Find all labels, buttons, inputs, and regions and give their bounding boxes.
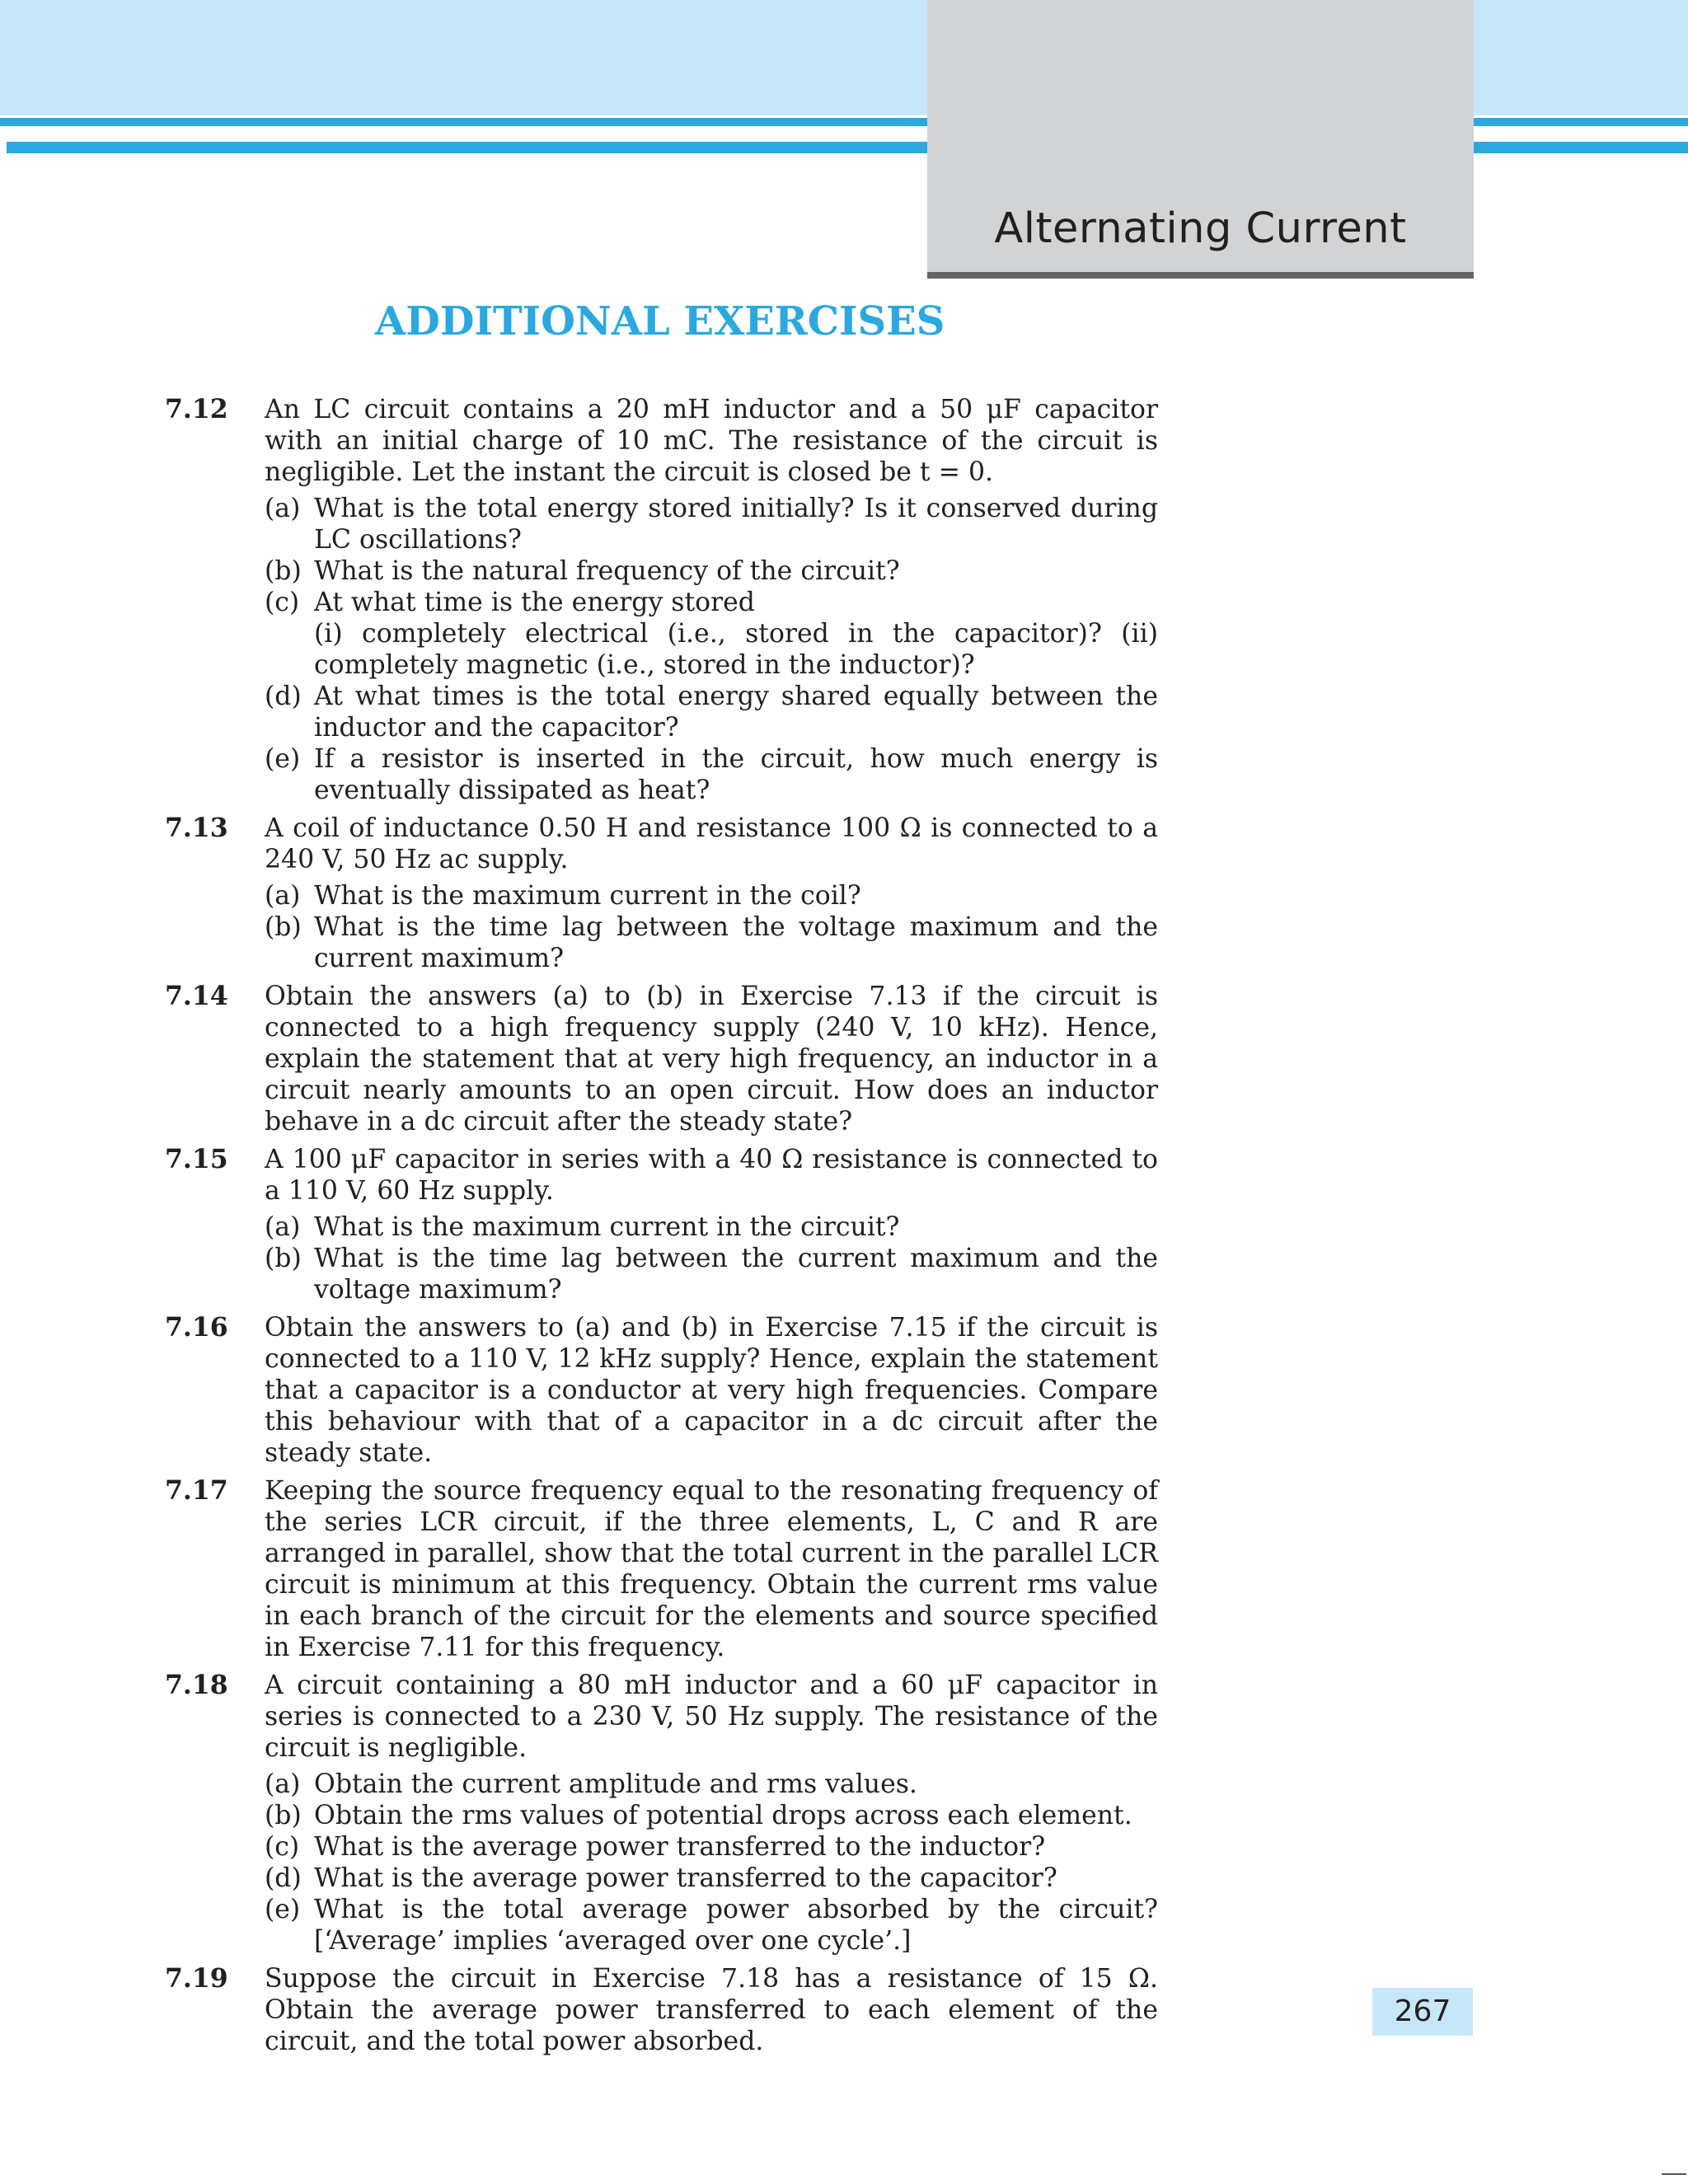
part-label: (a) [265, 1212, 301, 1242]
exercise-list [165, 394, 1158, 2064]
exercise-part [265, 1243, 1158, 1305]
exercise-part [265, 587, 1158, 681]
exercise-7-15 [165, 1144, 1158, 1305]
part-text: What is the maximum current in the circuit? [314, 1212, 900, 1242]
exercise-text: A coil of inductance 0.50 H and resistance 100 Ω is connected to a 240 V, 50 Hz ac supply. [265, 813, 1158, 874]
exercise-text: Keeping the source frequency equal to the resonating frequency of the series LCR circuit, if the three elements, L, C and R are arranged in parallel, show that the total current in the parallel LCR circuit is minimum at this frequency. Obtain the current rms value in each branch of the circuit for the elements and source specified in Exercise 7.11 for this frequency. [265, 1476, 1158, 1662]
exercise-part [265, 1894, 1158, 1957]
part-label: (a) [265, 494, 301, 523]
part-text: What is the time lag between the current maximum and the voltage maximum? [314, 1244, 1158, 1305]
exercise-part [265, 743, 1158, 806]
exercise-number: 7.19 [165, 1963, 228, 1994]
chapter-tab [927, 0, 1474, 279]
exercise-part [265, 1800, 1158, 1831]
exercise-7-18 [165, 1670, 1158, 1957]
part-text: What is the maximum current in the coil? [314, 881, 861, 911]
part-label: (e) [265, 744, 301, 774]
exercise-text: A circuit containing a 80 mH inductor and a 60 μF capacitor in series is connected to a 230 V, 50 Hz supply. The resistance of the circuit is negligible. [265, 1671, 1158, 1763]
part-text: What is the natural frequency of the circuit? [314, 556, 900, 586]
part-text: What is the total average power absorbed by the circuit? [‘Average’ implies ‘averaged over one cycle’.] [314, 1895, 1158, 1956]
exercise-7-14 [165, 981, 1158, 1137]
part-text: Obtain the rms values of potential drops across each element. [314, 1801, 1132, 1830]
part-label: (a) [265, 881, 301, 911]
exercise-number: 7.12 [165, 394, 228, 424]
exercise-number: 7.13 [165, 813, 228, 843]
part-text: What is the total energy stored initially? Is it conserved during LC oscillations? [314, 494, 1158, 555]
exercise-part [265, 493, 1158, 555]
part-text: Obtain the current amplitude and rms values. [314, 1769, 917, 1799]
part-subtext: (i) completely electrical (i.e., stored in the capacitor)? (ii) completely magnetic (i.e., stored in the inductor)? [314, 619, 1158, 680]
part-text: What is the average power transferred to the inductor? [314, 1832, 1046, 1862]
exercise-part [265, 1863, 1158, 1894]
exercise-number: 7.18 [165, 1670, 228, 1700]
part-label: (a) [265, 1769, 301, 1799]
exercise-number: 7.15 [165, 1144, 228, 1174]
part-label: (d) [265, 682, 302, 711]
part-text: At what time is the energy stored [314, 588, 755, 617]
exercise-7-19 [165, 1963, 1158, 2057]
exercise-7-16 [165, 1312, 1158, 1469]
part-label: (b) [265, 1801, 302, 1830]
exercise-part [265, 1831, 1158, 1863]
part-label: (b) [265, 556, 302, 586]
exercise-text: Obtain the answers (a) to (b) in Exercise 7.13 if the circuit is connected to a high frequency supply (240 V, 10 kHz). Hence, explain the statement that at very high frequency, an inductor in a circuit nearly amounts to an open circuit. How does an inductor behave in a dc circuit after the steady state? [265, 982, 1158, 1137]
exercise-text: Suppose the circuit in Exercise 7.18 has a resistance of 15 Ω. Obtain the average power transferred to each element of the circuit, and the total power absorbed. [265, 1964, 1158, 2056]
part-label: (c) [265, 1832, 300, 1862]
exercise-part [265, 912, 1158, 974]
exercise-7-13 [165, 813, 1158, 974]
exercise-7-17 [165, 1475, 1158, 1663]
part-text: What is the average power transferred to the capacitor? [314, 1863, 1057, 1893]
part-label: (b) [265, 912, 302, 942]
part-text: If a resistor is inserted in the circuit, how much energy is eventually dissipated as heat? [314, 744, 1158, 805]
exercise-7-12 [165, 394, 1158, 806]
exercise-text: Obtain the answers to (a) and (b) in Exercise 7.15 if the circuit is connected to a 110 V, 12 kHz supply? Hence, explain the statement that a capacitor is a conductor at very high frequencies. Compare this behaviour with that of a capacitor in a dc circuit after the steady state. [265, 1313, 1158, 1468]
exercise-text: An LC circuit contains a 20 mH inductor and a 50 μF capacitor with an initial charge of 10 mC. The resistance of the circuit is negligible. Let the instant the circuit is closed be t = 0. [265, 395, 1158, 487]
exercise-parts [265, 880, 1158, 974]
page-number: 267 [1372, 1988, 1473, 2036]
section-heading: ADDITIONAL EXERCISES [375, 298, 945, 344]
exercise-parts [265, 1769, 1158, 1957]
exercise-part [265, 555, 1158, 587]
part-text: What is the time lag between the voltage maximum and the current maximum? [314, 912, 1158, 973]
corner-mark [1662, 2173, 1686, 2175]
chapter-title: Alternating Current [994, 204, 1407, 253]
exercise-number: 7.17 [165, 1475, 228, 1506]
exercise-part [265, 880, 1158, 912]
exercise-part [265, 1212, 1158, 1243]
exercise-part [265, 681, 1158, 743]
part-label: (e) [265, 1895, 301, 1924]
exercise-text: A 100 μF capacitor in series with a 40 Ω resistance is connected to a 110 V, 60 Hz supply. [265, 1145, 1158, 1206]
exercise-parts [265, 493, 1158, 806]
exercise-part [265, 1769, 1158, 1800]
exercise-number: 7.14 [165, 981, 228, 1011]
part-text: At what times is the total energy shared equally between the inductor and the capacitor? [314, 682, 1158, 743]
exercise-number: 7.16 [165, 1312, 228, 1343]
part-label: (b) [265, 1244, 302, 1273]
part-label: (d) [265, 1863, 302, 1893]
exercise-parts [265, 1212, 1158, 1305]
part-label: (c) [265, 588, 300, 617]
